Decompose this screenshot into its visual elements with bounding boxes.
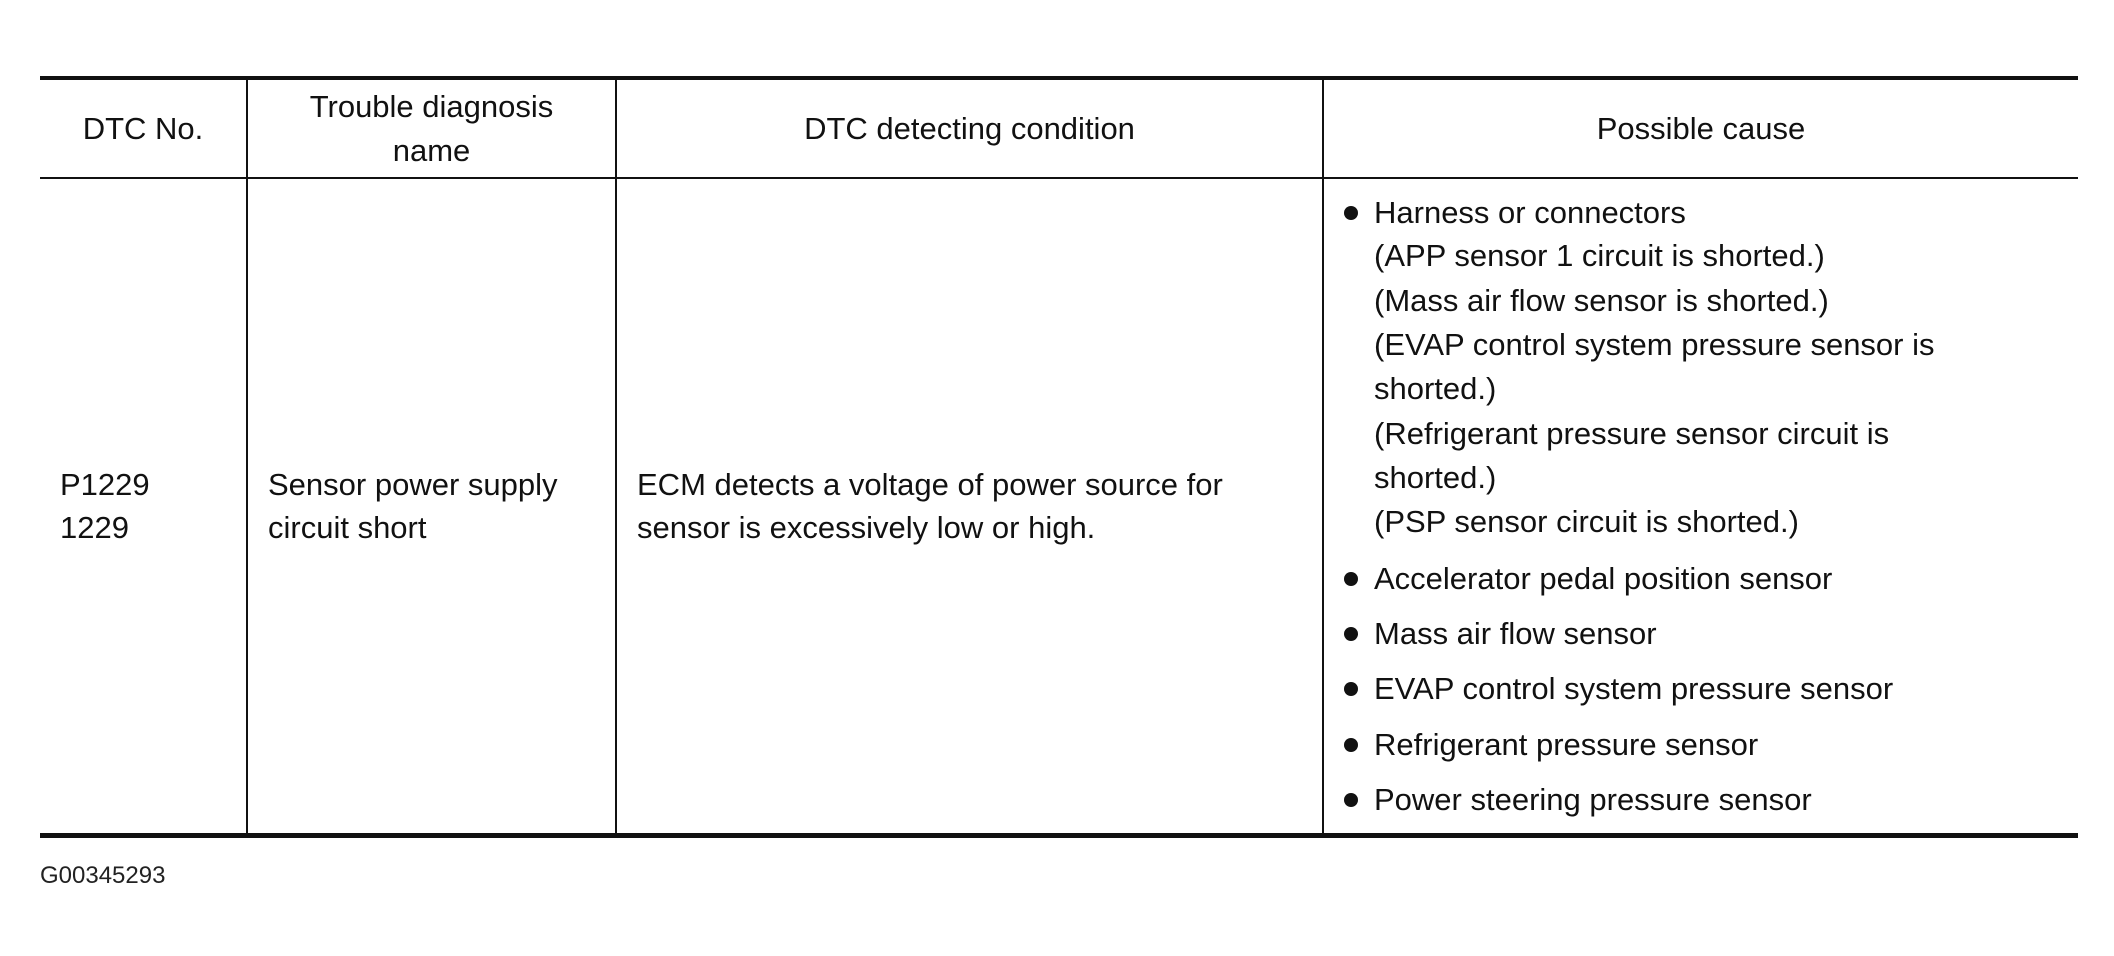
header-dtc-no [40, 80, 246, 177]
cell-condition [637, 179, 1317, 833]
cause-sub-line: (EVAP control system pressure sensor is [1374, 327, 1935, 363]
bullet-icon [1344, 572, 1358, 586]
cause-text: Mass air flow sensor [1374, 616, 1657, 652]
cause-item-evap-sensor [1340, 667, 2070, 710]
bullet-icon [1344, 627, 1358, 641]
bullet-icon [1344, 682, 1358, 696]
figure-code: G00345293 [40, 862, 166, 889]
cause-sub-line: (PSP sensor circuit is shorted.) [1374, 504, 1799, 540]
cause-sub-line: (Mass air flow sensor is shorted.) [1374, 282, 1829, 318]
cause-sub-line: shorted.) [1374, 371, 1497, 407]
column-divider [1322, 80, 1324, 833]
cause-item-app-sensor [1340, 557, 2070, 600]
cause-item-harness [1340, 191, 2070, 545]
header-trouble-name-line2: name [392, 132, 471, 168]
cause-text: EVAP control system pressure sensor [1374, 671, 1894, 707]
cause-text: Power steering pressure sensor [1374, 782, 1812, 818]
cause-text: Harness or connectors [1374, 195, 1686, 230]
cell-possible-cause [1340, 179, 2070, 845]
trouble-name-line1: Sensor power supply [268, 466, 558, 502]
cell-trouble-name [268, 179, 608, 833]
column-divider [246, 80, 248, 833]
cause-sub-line: (Refrigerant pressure sensor circuit is [1374, 415, 1890, 451]
cause-text: Refrigerant pressure sensor [1374, 726, 1759, 762]
trouble-name-line2: circuit short [268, 510, 427, 545]
cause-sub-line: (APP sensor 1 circuit is shorted.) [1374, 238, 1825, 274]
header-trouble-name-line1: Trouble diagnosis [309, 89, 554, 125]
cause-item-psp-sensor [1340, 778, 2070, 821]
cause-sub-line: shorted.) [1374, 460, 1497, 496]
bullet-icon [1344, 738, 1358, 752]
condition-line1: ECM detects a voltage of power source for [637, 466, 1223, 502]
cause-item-refrigerant-sensor [1340, 723, 2070, 766]
dtc-code-primary: P1229 [60, 466, 150, 502]
bullet-icon [1344, 793, 1358, 807]
cause-text: Accelerator pedal position sensor [1374, 560, 1833, 596]
header-possible-cause-label: Possible cause [1596, 110, 1806, 146]
header-condition [617, 80, 1322, 177]
header-possible-cause [1324, 80, 2078, 177]
condition-line2: sensor is excessively low or high. [637, 510, 1096, 545]
header-dtc-no-label: DTC No. [82, 110, 204, 146]
column-divider [615, 80, 617, 833]
cell-dtc-no [60, 179, 240, 833]
header-condition-label: DTC detecting condition [804, 110, 1135, 146]
dtc-code-secondary: 1229 [60, 510, 129, 545]
bullet-icon [1344, 206, 1358, 220]
header-trouble-name [248, 80, 615, 177]
cause-item-maf-sensor [1340, 612, 2070, 655]
dtc-table [40, 76, 2078, 838]
